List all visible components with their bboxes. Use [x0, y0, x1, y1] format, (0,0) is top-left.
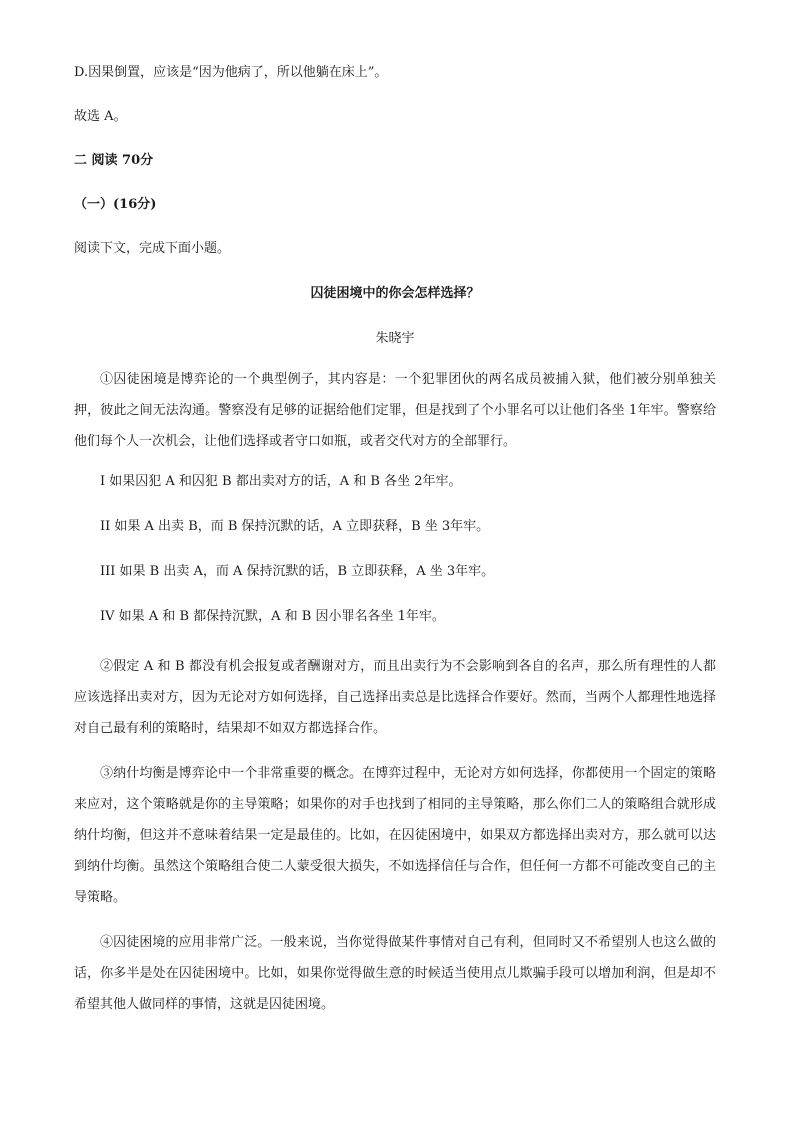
paragraph-2: ②假定 A 和 B 都没有机会报复或者酬谢对方，而且出卖行为不会影响到各自的名声，那么所有理性的人都应该选择出卖对方，因为无论对方如何选择，自己选择出卖总是比选择合作要好。然而，当两个人都理性地选择对自己最有利的策略时，结果却不如双方都选择合作。: [74, 659, 716, 736]
answer-conclusion: 故选 A。: [74, 109, 127, 124]
scenario-item-1: I 如果囚犯 A 和囚犯 B 都出卖对方的话，A 和 B 各坐 2年牢。: [100, 474, 462, 489]
sub-section-heading: （一）(16分): [74, 197, 157, 212]
paragraph-4: ④囚徒困境的应用非常广泛。一般来说，当你觉得做某件事情对自己有利，但同时又不希望别人也这么做的话，你多半是处在囚徒困境中。比如，如果你觉得做生意的时候适当使用点儿欺骗手段可以增加利润，但是却不希望其他人做同样的事情，这就是囚徒困境。: [74, 935, 716, 1012]
paragraph-1: ①囚徒困境是博弈论的一个典型例子，其内容是：一个犯罪团伙的两名成员被捕入狱，他们被分别单独关押，彼此之间无法沟通。警察没有足够的证据给他们定罪，但是找到了个小罪名可以让他们各坐 1年牢。警察给他们每个人一次机会，让他们选择或者守口如瓶，或者交代对方的全部罪行。: [74, 372, 716, 449]
answer-option-d: D.因果倒置，应该是“因为他病了，所以他躺在床上”。: [74, 65, 388, 80]
article-author: 朱晓宇: [375, 331, 415, 346]
scenario-item-2: II 如果 A 出卖 B，而 B 保持沉默的话，A 立即获释，B 坐 3年牢。: [100, 519, 490, 534]
paragraph-3: ③纳什均衡是博弈论中一个非常重要的概念。在博弈过程中，无论对方如何选择，你都使用一个固定的策略来应对，这个策略就是你的主导策略；如果你的对手也找到了相同的主导策略，那么你们二人的策略组合就形成纳什均衡，但这并不意味着结果一定是最佳的。比如，在囚徒困境中，如果双方都选择出卖对方，那么就可以达到纳什均衡。虽然这个策略组合使二人蒙受很大损失，不如选择信任与合作，但任何一方都不可能改变自己的主导策略。: [74, 766, 716, 905]
reading-instruction: 阅读下文，完成下面小题。: [74, 241, 231, 256]
scenario-item-3: III 如果 B 出卖 A，而 A 保持沉默的话，B 立即获释，A 坐 3年牢。: [100, 564, 495, 579]
article-title: 囚徒困境中的你会怎样选择？: [310, 286, 480, 301]
section-heading: 二 阅读 70分: [74, 153, 154, 168]
scenario-item-4: IV 如果 A 和 B 都保持沉默，A 和 B 因小罪名各坐 1年牢。: [100, 609, 445, 624]
